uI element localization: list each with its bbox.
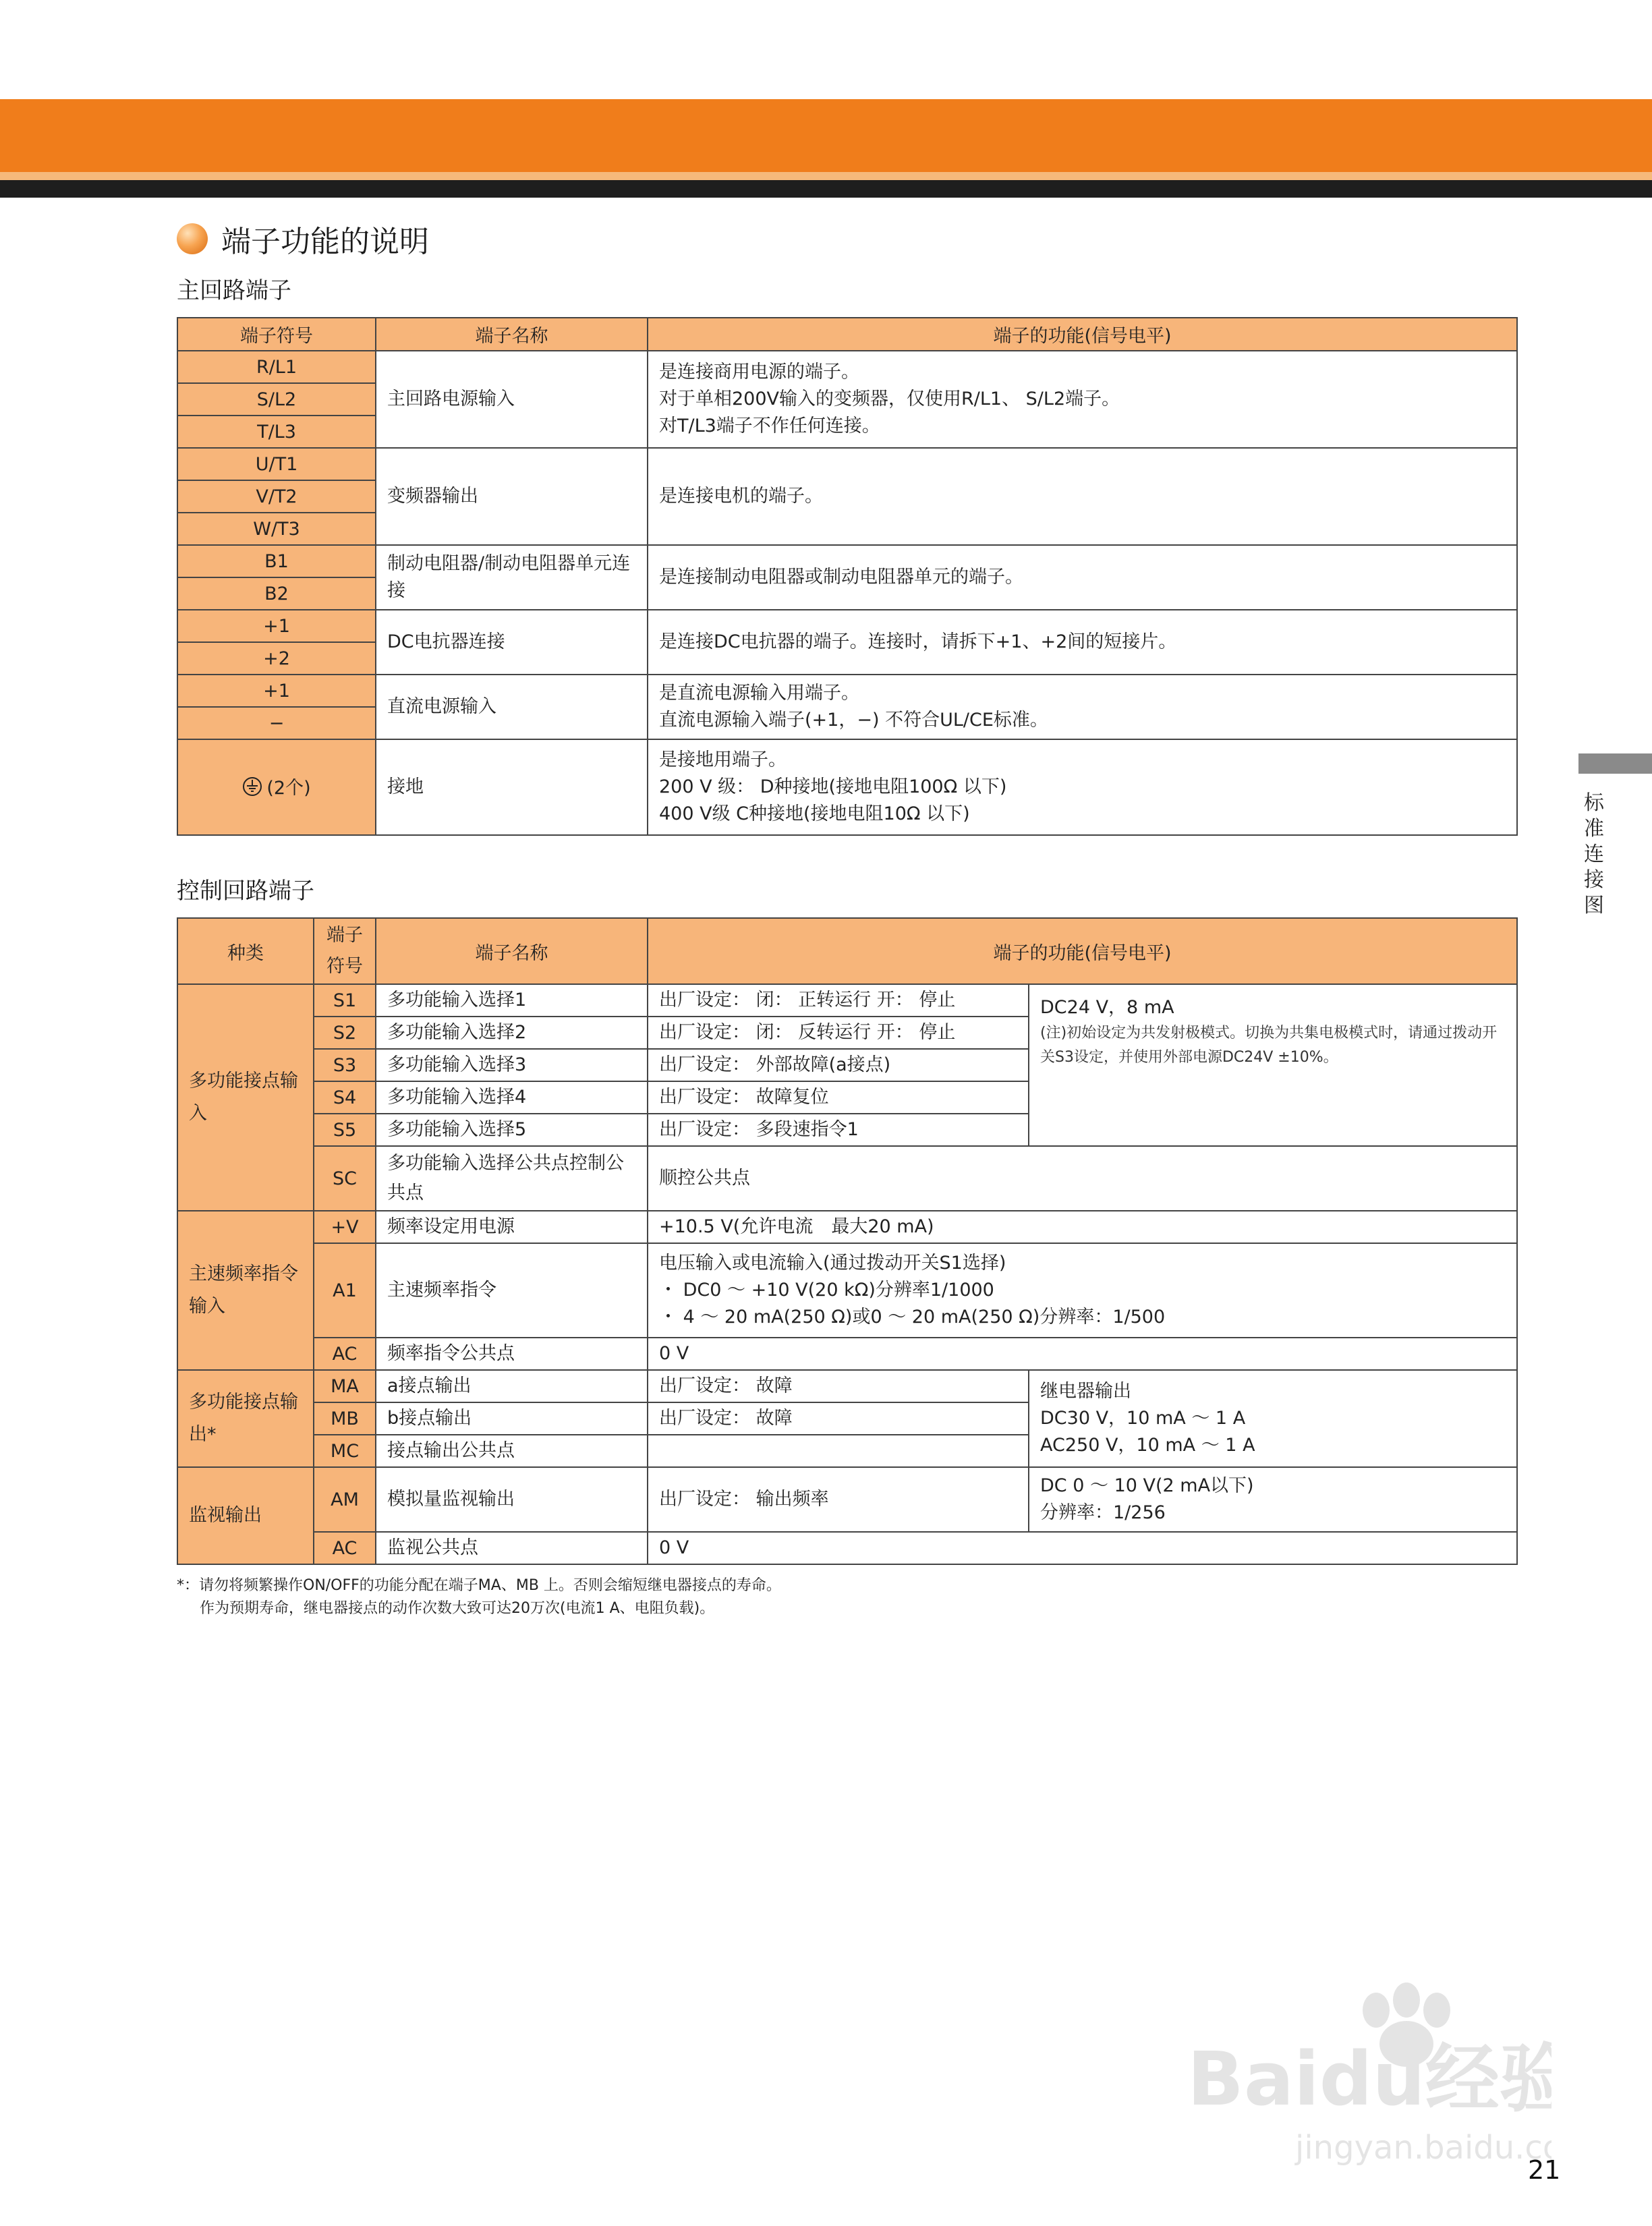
terminal-name: 频率指令公共点 bbox=[376, 1338, 648, 1370]
terminal-name: 多功能输入选择1 bbox=[376, 984, 648, 1017]
watermark-url: jingyan.baidu.c bbox=[1295, 2129, 1543, 2167]
terminal-symbol: B1 bbox=[177, 545, 376, 577]
terminal-function: 出厂设定： 故障 bbox=[648, 1370, 1029, 1402]
category-cell: 多功能接点输出* bbox=[177, 1370, 314, 1467]
terminal-symbol: A1 bbox=[314, 1243, 376, 1338]
terminal-symbol: S4 bbox=[314, 1081, 376, 1114]
terminal-symbol: S5 bbox=[314, 1114, 376, 1146]
side-tab-label: 标准连接图 bbox=[1584, 791, 1604, 917]
terminal-name: b接点输出 bbox=[376, 1402, 648, 1435]
terminal-name: 多功能输入选择5 bbox=[376, 1114, 648, 1146]
col-header: 种类 bbox=[177, 918, 314, 984]
terminal-name: 主速频率指令 bbox=[376, 1243, 648, 1338]
terminal-symbol: +1 bbox=[177, 675, 376, 707]
terminal-function: 出厂设定： 多段速指令1 bbox=[648, 1114, 1029, 1146]
terminal-symbol: MB bbox=[314, 1402, 376, 1435]
terminal-function: 出厂设定： 闭： 反转运行 开： 停止 bbox=[648, 1017, 1029, 1049]
page-number: 21 bbox=[1528, 2155, 1561, 2185]
terminal-function: +10.5 V(允许电流 最大20 mA) bbox=[648, 1211, 1517, 1243]
terminal-symbol: MA bbox=[314, 1370, 376, 1402]
terminal-symbol: − bbox=[177, 707, 376, 739]
col-header: 端子的功能(信号电平) bbox=[648, 918, 1517, 984]
terminal-function: 电压输入或电流输入(通过拨动开关S1选择) ・ DC0 ～ +10 V(20 kΩ)分辨率1/1000 ・ 4 ～ 20 mA(250 Ω)或0 ～ 20 mA(250 Ω)分辨率：1/500 bbox=[648, 1243, 1517, 1338]
terminal-function: 是连接DC电抗器的端子。连接时，请拆下+1、+2间的短接片。 bbox=[648, 610, 1517, 675]
col-header: 端子的功能(信号电平) bbox=[648, 318, 1517, 351]
monitor-spec-cell: DC 0 ～ 10 V(2 mA以下) 分辨率：1/256 bbox=[1029, 1467, 1517, 1532]
terminal-symbol: U/T1 bbox=[177, 448, 376, 480]
input-spec-cell bbox=[1029, 984, 1517, 1146]
terminal-symbol: R/L1 bbox=[177, 351, 376, 383]
terminal-name: 制动电阻器/制动电阻器单元连接 bbox=[376, 545, 648, 610]
watermark-brand: Baidu经验 bbox=[1187, 2036, 1551, 2122]
category-cell: 多功能接点输入 bbox=[177, 984, 314, 1211]
footnote bbox=[177, 1574, 781, 1620]
main-circuit-table bbox=[177, 317, 1518, 836]
terminal-function: 出厂设定： 输出频率 bbox=[648, 1467, 1029, 1532]
ground-icon bbox=[242, 776, 262, 801]
terminal-function: 顺控公共点 bbox=[648, 1146, 1517, 1211]
terminal-name: 接地 bbox=[376, 739, 648, 835]
control-circuit-table bbox=[177, 917, 1518, 1565]
terminal-symbol: MC bbox=[314, 1435, 376, 1467]
terminal-symbol: SC bbox=[314, 1146, 376, 1211]
section-heading bbox=[177, 217, 429, 260]
terminal-function: 出厂设定： 故障 bbox=[648, 1402, 1029, 1435]
terminal-name: 模拟量监视输出 bbox=[376, 1467, 648, 1532]
terminal-name: 接点输出公共点 bbox=[376, 1435, 648, 1467]
col-header: 端子符号 bbox=[177, 318, 376, 351]
input-spec-note: (注)初始设定为共发射极模式。切换为共集电极模式时，请通过拨动开关S3设定，并使用外部电源DC24V ±10%。 bbox=[1040, 1025, 1498, 1066]
col-header: 端子符号 bbox=[314, 918, 376, 984]
terminal-function: 是连接电机的端子。 bbox=[648, 448, 1517, 545]
terminal-function bbox=[648, 1435, 1029, 1467]
input-spec-main: DC24 V，8 mA bbox=[1040, 997, 1174, 1018]
terminal-name: 多功能输入选择公共点控制公共点 bbox=[376, 1146, 648, 1211]
terminal-name: DC电抗器连接 bbox=[376, 610, 648, 675]
header-orange-band bbox=[0, 99, 1652, 172]
terminal-function: 0 V bbox=[648, 1338, 1517, 1370]
terminal-symbol: S3 bbox=[314, 1049, 376, 1081]
col-header: 端子名称 bbox=[376, 918, 648, 984]
terminal-symbol: S1 bbox=[314, 984, 376, 1017]
terminal-name: a接点输出 bbox=[376, 1370, 648, 1402]
terminal-symbol: AM bbox=[314, 1467, 376, 1532]
terminal-symbol: V/T2 bbox=[177, 480, 376, 513]
terminal-function: 出厂设定： 闭： 正转运行 开： 停止 bbox=[648, 984, 1029, 1017]
terminal-symbol: +1 bbox=[177, 610, 376, 642]
section-title: 端子功能的说明 bbox=[221, 225, 429, 259]
terminal-symbol: AC bbox=[314, 1338, 376, 1370]
terminal-symbol: T/L3 bbox=[177, 416, 376, 448]
terminal-symbol: W/T3 bbox=[177, 513, 376, 545]
terminal-function: 是接地用端子。 200 V 级： D种接地(接地电阻100Ω 以下) 400 V级 C种接地(接地电阻10Ω 以下) bbox=[648, 739, 1517, 835]
terminal-name: 多功能输入选择2 bbox=[376, 1017, 648, 1049]
terminal-name: 变频器输出 bbox=[376, 448, 648, 545]
relay-spec-cell: 继电器输出 DC30 V，10 mA ～ 1 A AC250 V，10 mA ～ 1 A bbox=[1029, 1370, 1517, 1467]
side-tab-marker bbox=[1578, 753, 1652, 774]
terminal-symbol: S2 bbox=[314, 1017, 376, 1049]
main-circuit-title: 主回路端子 bbox=[177, 277, 291, 304]
terminal-symbol: S/L2 bbox=[177, 383, 376, 416]
terminal-symbol: AC bbox=[314, 1532, 376, 1564]
terminal-symbol: B2 bbox=[177, 577, 376, 610]
terminal-symbol: +2 bbox=[177, 642, 376, 675]
terminal-function: 是连接商用电源的端子。 对于单相200V输入的变频器，仅使用R/L1、 S/L2端子。 对T/L3端子不作任何连接。 bbox=[648, 351, 1517, 448]
col-header: 端子名称 bbox=[376, 318, 648, 351]
terminal-symbol: +V bbox=[314, 1211, 376, 1243]
baidu-watermark bbox=[1174, 1970, 1551, 2172]
terminal-name: 频率设定用电源 bbox=[376, 1211, 648, 1243]
terminal-function: 0 V bbox=[648, 1532, 1517, 1564]
header-light-band bbox=[0, 172, 1652, 180]
terminal-function: 出厂设定： 故障复位 bbox=[648, 1081, 1029, 1114]
terminal-function: 出厂设定： 外部故障(a接点) bbox=[648, 1049, 1029, 1081]
terminal-function: 是直流电源输入用端子。 直流电源输入端子(+1，−) 不符合UL/CE标准。 bbox=[648, 675, 1517, 739]
terminal-function: 是连接制动电阻器或制动电阻器单元的端子。 bbox=[648, 545, 1517, 610]
footnote-line: 作为预期寿命，继电器接点的动作次数大致可达20万次(电流1 A、电阻负载)。 bbox=[200, 1600, 715, 1617]
header-dark-band bbox=[0, 180, 1652, 198]
terminal-name: 多功能输入选择3 bbox=[376, 1049, 648, 1081]
terminal-name: 直流电源输入 bbox=[376, 675, 648, 739]
category-cell: 主速频率指令输入 bbox=[177, 1211, 314, 1370]
footnote-line: *：请勿将频繁操作ON/OFF的功能分配在端子MA、MB 上。否则会缩短继电器接点的寿命。 bbox=[177, 1577, 781, 1594]
category-cell: 监视输出 bbox=[177, 1467, 314, 1564]
terminal-name: 监视公共点 bbox=[376, 1532, 648, 1564]
terminal-name: 多功能输入选择4 bbox=[376, 1081, 648, 1114]
orange-bullet-icon bbox=[177, 223, 208, 254]
terminal-name: 主回路电源输入 bbox=[376, 351, 648, 448]
control-circuit-title: 控制回路端子 bbox=[177, 878, 314, 905]
terminal-symbol: (2个) bbox=[177, 739, 376, 835]
